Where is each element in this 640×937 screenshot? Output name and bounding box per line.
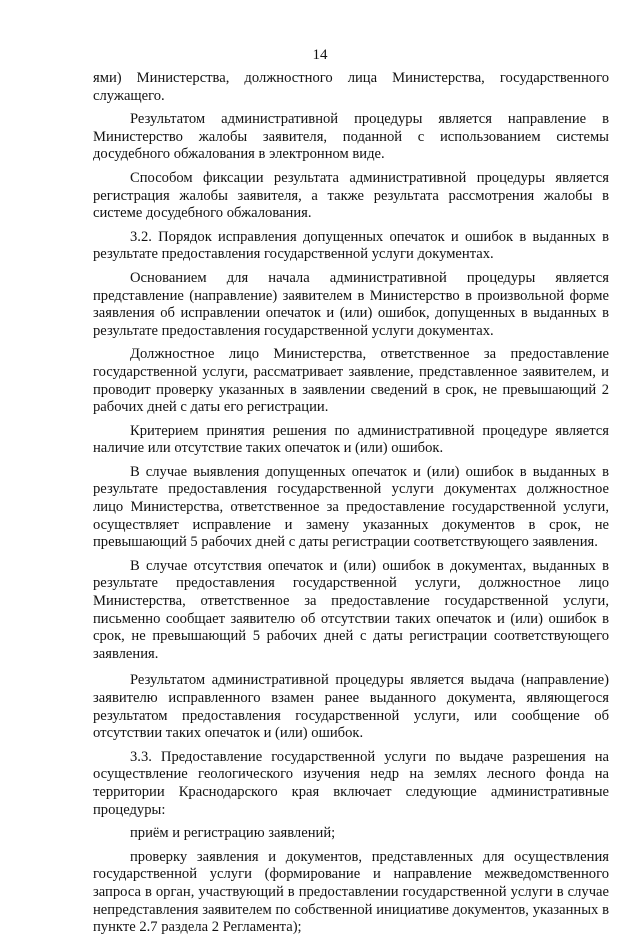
paragraph-decision-criterion: Критерием принятия решения по административной процедуре является наличие или отсутствие таких опечаток и (или) ошибок.: [93, 422, 609, 457]
section-heading-3-3: 3.3. Предоставление государственной услуги по выдаче разрешения на осуществление геологического изучения недр на землях лесного фонда на территории Краснодарского края включает следующие административные процедуры:: [93, 748, 609, 818]
paragraph-result-fixation: Способом фиксации результата административной процедуры является регистрация жалобы заявителя, а также результата рассмотрения жалобы в системе досудебного обжалования.: [93, 169, 609, 222]
section-heading-3-2: 3.2. Порядок исправления допущенных опечаток и ошибок в выданных в результате предоставления государственной услуги документах.: [93, 228, 609, 263]
list-item-verification: проверку заявления и документов, представленных для осуществления государственной услуги (формирование и направление межведомственного запроса в орган, участвующий в предоставлении государственной услуги в случае непредставления заявителем по собственной инициативе документов, указанных в пункте 2.7 раздела 2 Регламента);: [93, 848, 609, 936]
paragraph-official-review: Должностное лицо Министерства, ответственное за предоставление государственной услуги, рассматривает заявление, представленное заявителем, и проводит проверку указанных в заявлении сведений в срок, не превышающий 2 рабочих дней с даты его регистрации.: [93, 346, 609, 416]
list-item-registration: приём и регистрацию заявлений;: [130, 825, 336, 842]
page-number: 14: [312, 47, 328, 63]
paragraph-errors-found: В случае выявления допущенных опечаток и (или) ошибок в выданных в результате предоставления государственной услуги документах должностное лицо Министерства, ответственное за предоставление государственной услуги, осуществляет исправление и замену указанных документов в срок, не превышающий 5 рабочих дней с даты регистрации соответствующего заявления.: [93, 463, 609, 551]
paragraph-errors-absent: В случае отсутствия опечаток и (или) ошибок в документах, выданных в результате предоставления государственной услуги, должностное лицо Министерства, ответственное за предоставление государственной услуги, письменно сообщает заявителю об отсутствии таких опечаток и (или) ошибок в срок, не превышающий 5 рабочих дней с даты регистрации соответствующего заявления.: [93, 557, 609, 662]
paragraph-continuation: ями) Министерства, должностного лица Министерства, государственного служащего.: [93, 70, 609, 104]
paragraph-procedure-result: Результатом административной процедуры является выдача (направление) заявителю исправленного взамен ранее выданного документа, являющегося результатом предоставления государственной услуги, или сообщение об отсутствии таких опечаток и (или) ошибок.: [93, 672, 609, 742]
paragraph-procedure-basis: Основанием для начала административной процедуры является представление (направление) заявителем в Министерство в произвольной форме заявления об исправлении опечаток и (или) ошибок, допущенных в выданных в результате предоставления государственной услуги документах.: [93, 269, 609, 339]
paragraph-result-submission: Результатом административной процедуры является направление в Министерство жалобы заявителя, поданной с использованием системы досудебного обжалования в электронном виде.: [93, 111, 609, 163]
document-body: [93, 70, 609, 937]
